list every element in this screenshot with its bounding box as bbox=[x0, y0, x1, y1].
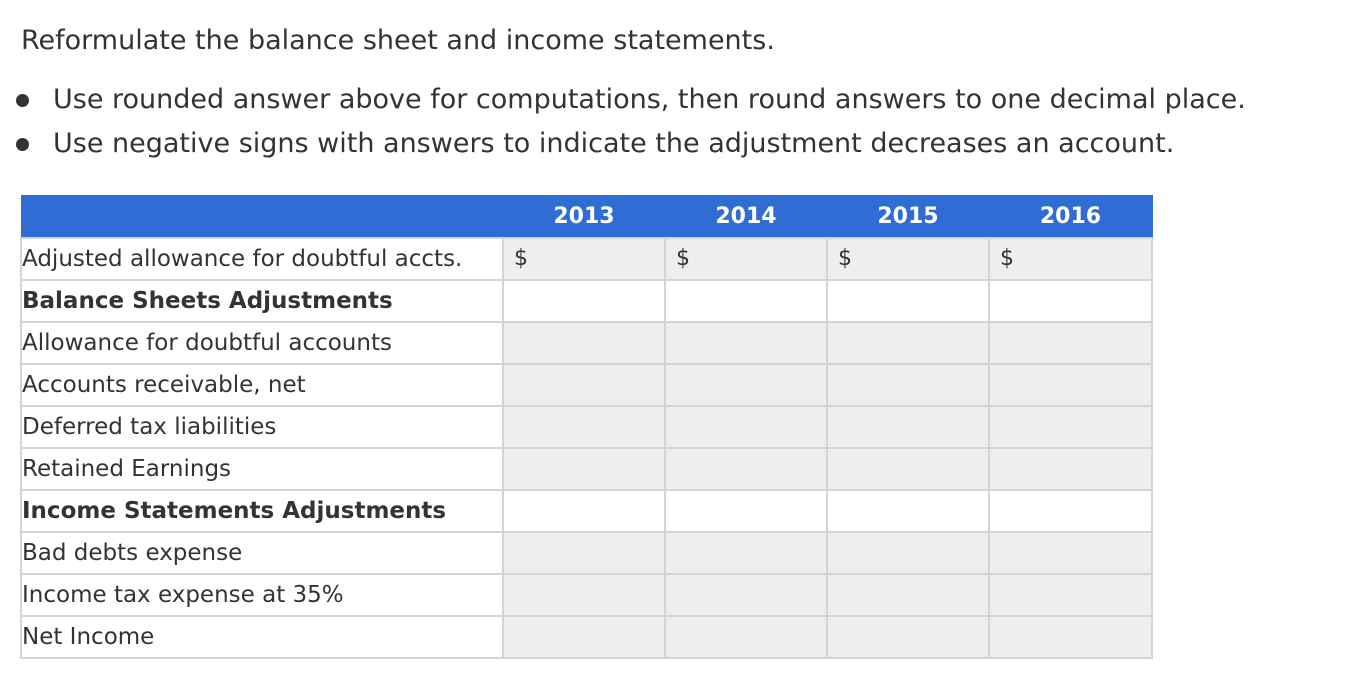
row-label: Accounts receivable, net bbox=[21, 364, 503, 406]
currency-symbol: $ bbox=[838, 246, 852, 271]
answer-input-2013[interactable] bbox=[503, 406, 665, 448]
answer-input-2014[interactable] bbox=[665, 364, 827, 406]
answer-input-2013[interactable] bbox=[503, 448, 665, 490]
section-heading: Income Statements Adjustments bbox=[21, 490, 503, 532]
row-label: Allowance for doubtful accounts bbox=[21, 322, 503, 364]
table-row bbox=[21, 406, 1152, 448]
empty-cell bbox=[503, 280, 665, 322]
empty-cell bbox=[989, 280, 1152, 322]
empty-cell bbox=[665, 490, 827, 532]
answer-input-2013[interactable] bbox=[503, 532, 665, 574]
instruction-text: Use rounded answer above for computations, then round answers to one decimal place. bbox=[53, 84, 1246, 115]
answer-input-2014[interactable] bbox=[665, 574, 827, 616]
empty-cell bbox=[827, 280, 989, 322]
answer-input-2016[interactable] bbox=[989, 616, 1152, 658]
bullet-icon bbox=[16, 138, 29, 151]
row-label: Income tax expense at 35% bbox=[21, 574, 503, 616]
table-row bbox=[21, 322, 1152, 364]
answer-input-2016[interactable] bbox=[989, 406, 1152, 448]
bullet-icon bbox=[16, 94, 29, 107]
answer-input-2016[interactable] bbox=[989, 322, 1152, 364]
answer-input-2016[interactable] bbox=[989, 364, 1152, 406]
section-row bbox=[21, 280, 1152, 322]
answer-input-2015[interactable] bbox=[827, 322, 989, 364]
currency-symbol: $ bbox=[676, 246, 690, 271]
empty-cell bbox=[989, 490, 1152, 532]
answer-input-2013[interactable] bbox=[503, 238, 665, 280]
empty-cell bbox=[503, 490, 665, 532]
currency-symbol: $ bbox=[1000, 246, 1014, 271]
answer-input-2015[interactable] bbox=[827, 406, 989, 448]
header-year-2016: 2016 bbox=[989, 196, 1152, 238]
row-label: Retained Earnings bbox=[21, 448, 503, 490]
answer-input-2014[interactable] bbox=[665, 322, 827, 364]
answer-input-2016[interactable] bbox=[989, 532, 1152, 574]
table-row bbox=[21, 532, 1152, 574]
header-year-2015: 2015 bbox=[827, 196, 989, 238]
table-row bbox=[21, 574, 1152, 616]
answer-input-2013[interactable] bbox=[503, 616, 665, 658]
answer-input-2015[interactable] bbox=[827, 532, 989, 574]
instructions-heading: Reformulate the balance sheet and income statements. bbox=[21, 25, 775, 56]
row-label: Net Income bbox=[21, 616, 503, 658]
answer-input-2013[interactable] bbox=[503, 574, 665, 616]
answer-input-2015[interactable] bbox=[827, 574, 989, 616]
answer-input-2014[interactable] bbox=[665, 238, 827, 280]
answer-input-2014[interactable] bbox=[665, 448, 827, 490]
answer-input-2015[interactable] bbox=[827, 448, 989, 490]
instruction-text: Use negative signs with answers to indicate the adjustment decreases an account. bbox=[53, 128, 1175, 159]
table-row bbox=[21, 616, 1152, 658]
row-label: Deferred tax liabilities bbox=[21, 406, 503, 448]
table-row bbox=[21, 448, 1152, 490]
header-label-column bbox=[21, 196, 503, 238]
answer-input-2015[interactable] bbox=[827, 616, 989, 658]
header-year-2013: 2013 bbox=[503, 196, 665, 238]
instruction-item bbox=[0, 78, 1246, 122]
answer-input-2016[interactable] bbox=[989, 574, 1152, 616]
empty-cell bbox=[665, 280, 827, 322]
instruction-item bbox=[0, 122, 1246, 166]
table-row bbox=[21, 238, 1152, 280]
row-label: Bad debts expense bbox=[21, 532, 503, 574]
empty-cell bbox=[827, 490, 989, 532]
table-row bbox=[21, 364, 1152, 406]
answer-input-2014[interactable] bbox=[665, 406, 827, 448]
header-year-2014: 2014 bbox=[665, 196, 827, 238]
adjustments-table bbox=[20, 195, 1153, 659]
row-label: Adjusted allowance for doubtful accts. bbox=[21, 238, 503, 280]
answer-input-2015[interactable] bbox=[827, 364, 989, 406]
answer-input-2013[interactable] bbox=[503, 322, 665, 364]
table-header-row bbox=[21, 196, 1152, 238]
answer-input-2015[interactable] bbox=[827, 238, 989, 280]
section-heading: Balance Sheets Adjustments bbox=[21, 280, 503, 322]
answer-input-2014[interactable] bbox=[665, 532, 827, 574]
answer-input-2016[interactable] bbox=[989, 238, 1152, 280]
answer-input-2013[interactable] bbox=[503, 364, 665, 406]
instructions-list bbox=[0, 78, 1246, 166]
answer-input-2016[interactable] bbox=[989, 448, 1152, 490]
currency-symbol: $ bbox=[514, 246, 528, 271]
answer-input-2014[interactable] bbox=[665, 616, 827, 658]
section-row bbox=[21, 490, 1152, 532]
